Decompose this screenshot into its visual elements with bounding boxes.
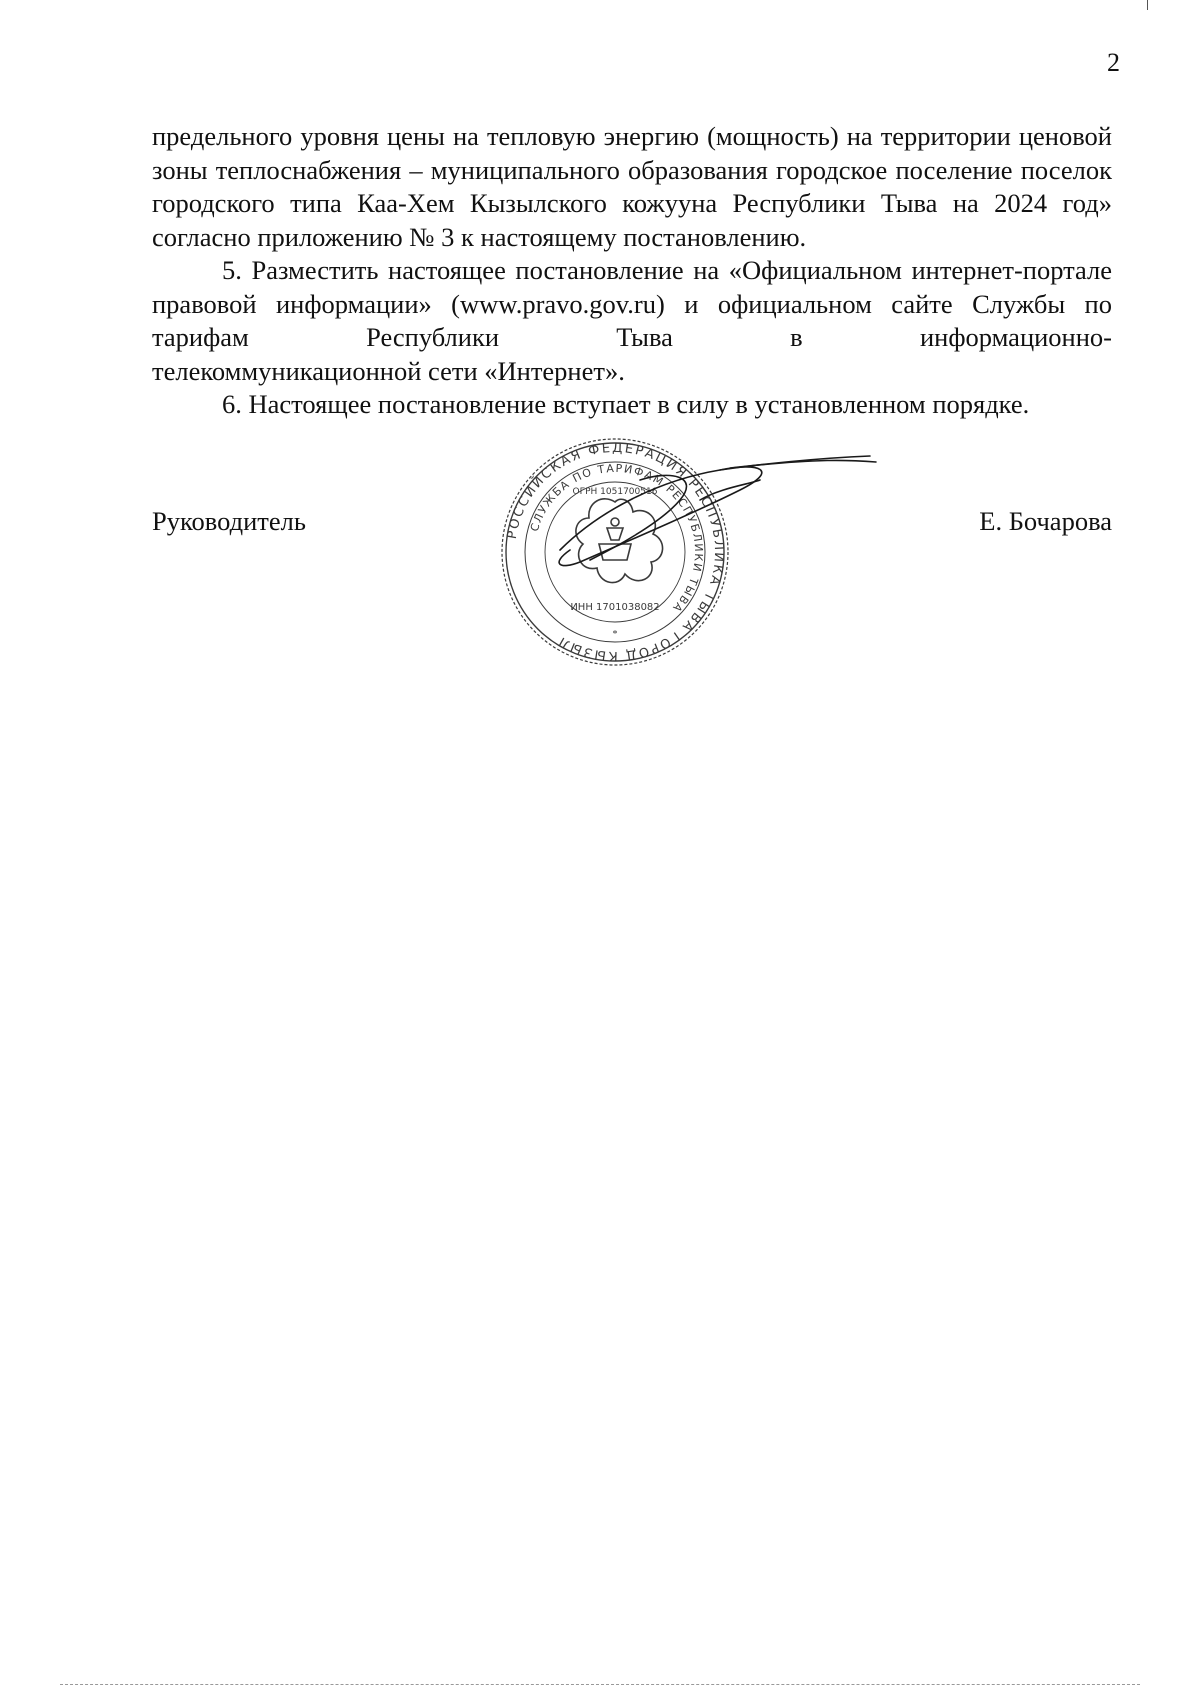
paragraph-5-end: телекоммуникационной сети «Интернет». xyxy=(152,355,625,386)
stamp-outer-text: РОССИЙСКАЯ ФЕДЕРАЦИЯ РЕСПУБЛИКА ТЫВА ГОРОД КЫЗЫЛ xyxy=(504,440,727,664)
stamp-inn: ИНН 1701038082 xyxy=(570,602,660,613)
paragraph-6: 6. Настоящее постановление вступает в силу в установленном порядке. xyxy=(222,389,1030,419)
svg-text:*: * xyxy=(612,629,618,640)
page-bottom-edge xyxy=(60,1684,1140,1685)
signatory-name: Е. Бочарова xyxy=(979,506,1112,536)
stamp-ogrn: ОГРН 1051700516 xyxy=(572,487,658,497)
handwritten-signature xyxy=(520,440,880,600)
paragraph-continuation: предельного уровня цены на тепловую энергию (мощность) на территории ценовой зоны теплоснабжения – муниципального образования городское поселение поселок городского типа Каа-Хем Кызылского кожууна Республики Тыва на 2024 год» согласно приложению № 3 к настоящему постановлению. xyxy=(152,121,1112,252)
stamp-inner-text: СЛУЖБА ПО ТАРИФАМ РЕСПУБЛИКИ ТЫВА xyxy=(527,461,706,616)
document-body xyxy=(152,120,1112,422)
paragraph-5: 5. Разместить настоящее постановление на «Официальном интернет-портале правовой информации» (www.pravo.gov.ru) и официальном сайте Службы по тарифам Республики Тыва в информационно- xyxy=(152,255,1112,352)
corner-mark xyxy=(1147,0,1148,10)
signatory-position: Руководитель xyxy=(152,506,306,536)
page-number: 2 xyxy=(1107,48,1120,77)
